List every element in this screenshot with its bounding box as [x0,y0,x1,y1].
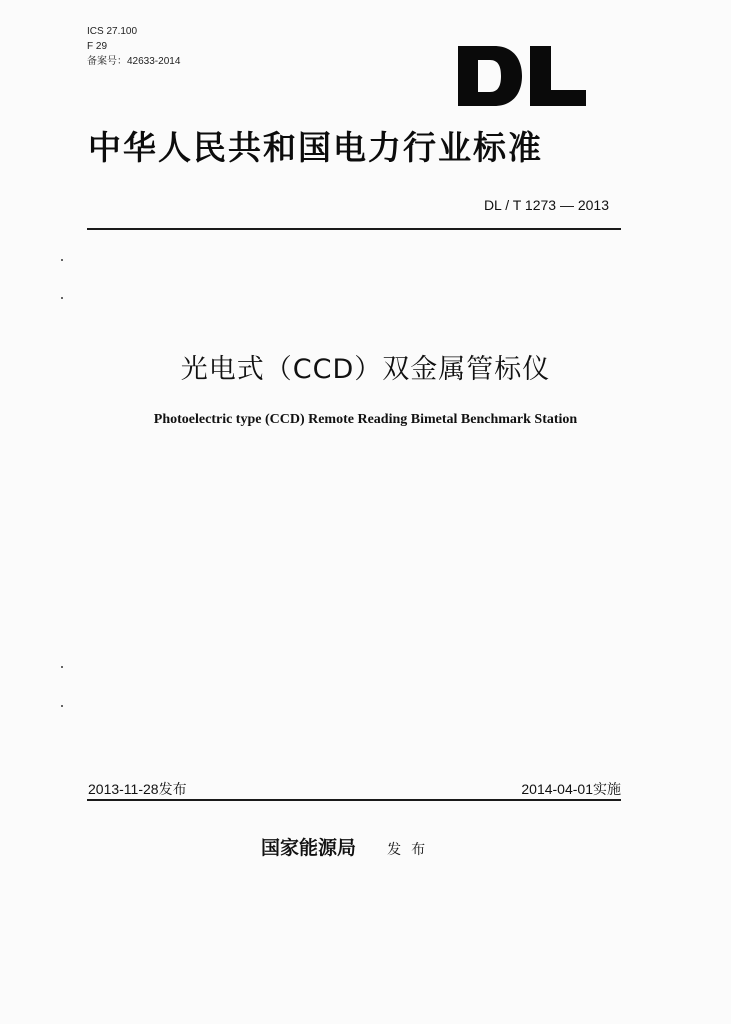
category-code: F 29 [87,41,108,52]
scan-speck [61,666,63,668]
ics-code: ICS 27.100 [87,26,138,37]
scan-speck [61,297,63,299]
bottom-divider [87,799,621,801]
top-divider [87,228,621,230]
scan-speck [61,259,63,261]
classification-block [87,24,180,69]
filing-number: 备案号：42633-2014 [87,56,181,67]
scan-speck [61,705,63,707]
document-title-cn: 光电式（CCD）双金属管标仪 [180,354,551,385]
publisher-verb: 发布 [387,842,436,858]
publisher-org: 国家能源局 [261,837,357,859]
publisher-line [261,833,435,860]
implementation-date: 2014-04-01实施 [521,781,621,797]
standard-category-title: 中华人民共和国电力行业标准 [88,128,543,167]
document-title-en: Photoelectric type (CCD) Remote Reading Bimetal Benchmark Station [153,412,578,427]
issue-date: 2013-11-28发布 [88,781,187,797]
standard-number: DL / T 1273 — 2013 [483,197,609,213]
dl-logo [456,44,588,108]
